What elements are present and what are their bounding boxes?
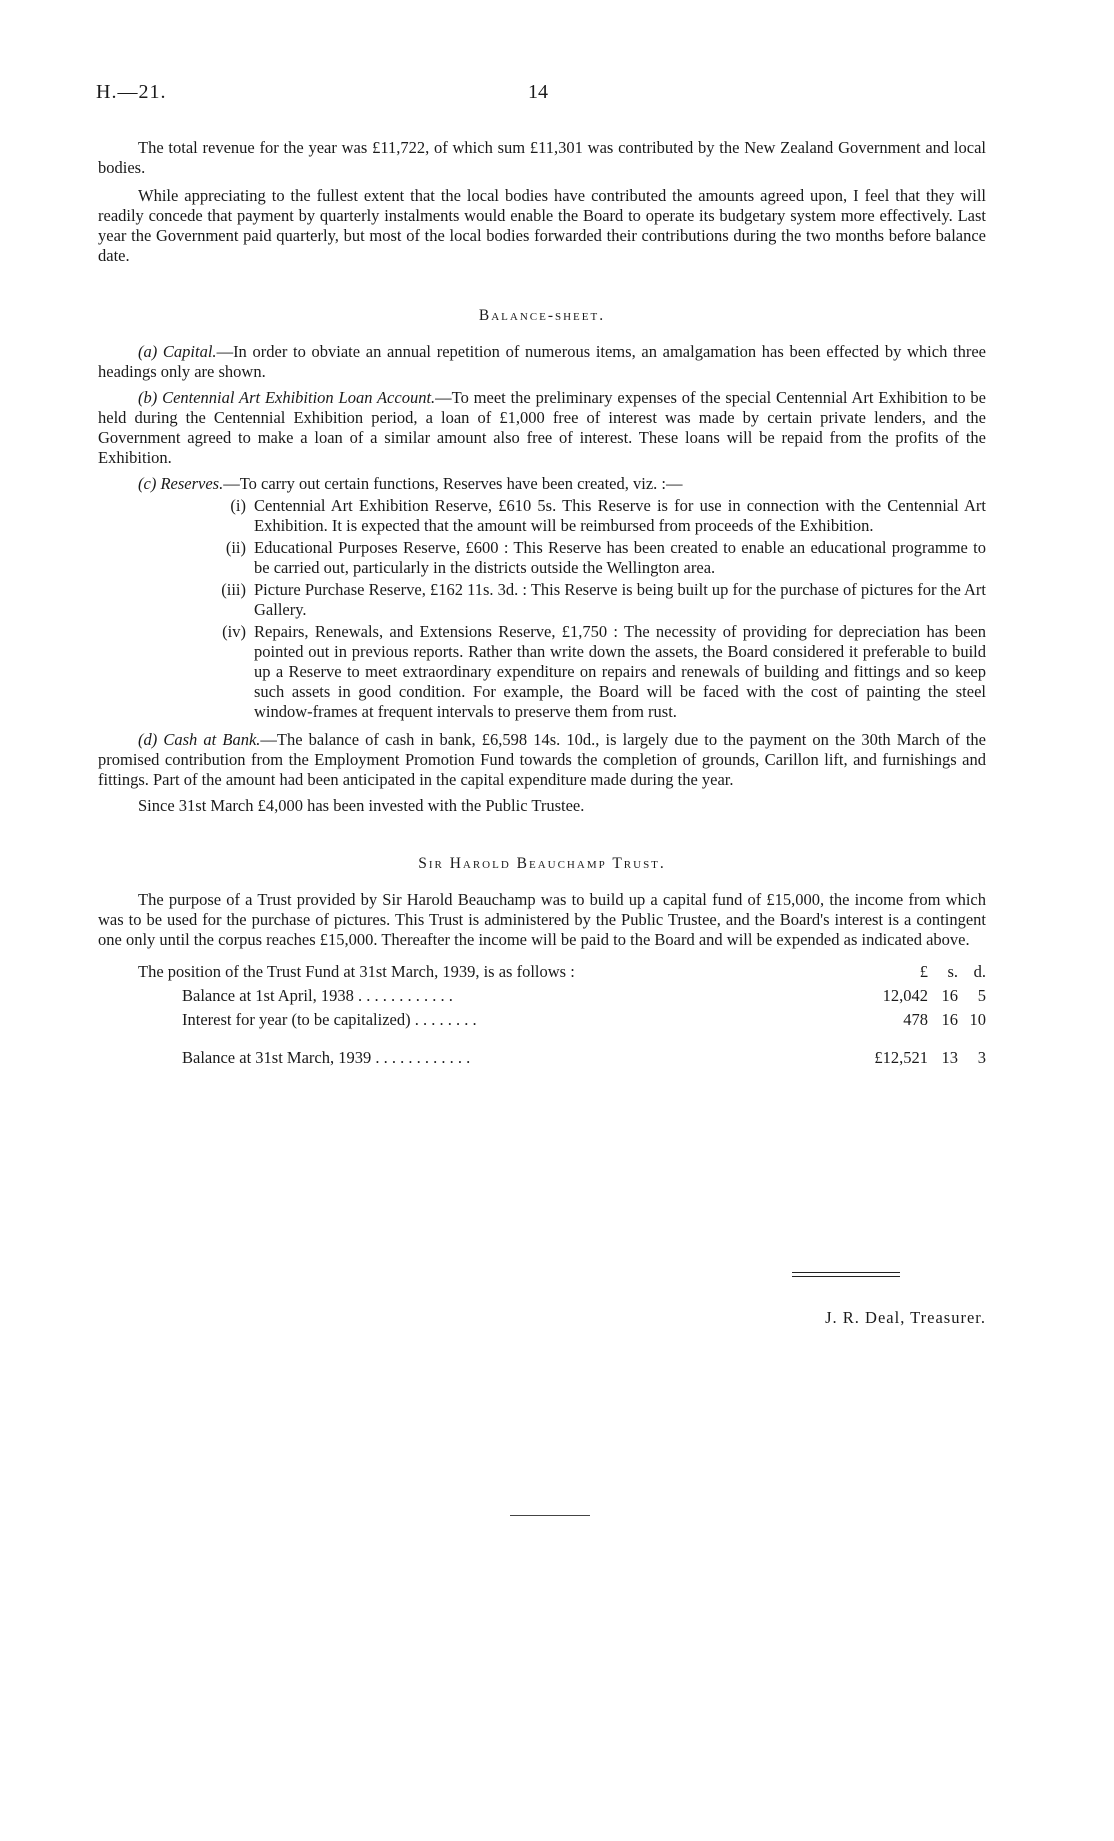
capital-paragraph (98, 342, 986, 382)
row-label: Balance at 1st April, 1938 . . . . . . . . . . . . (182, 986, 453, 1005)
table-row (98, 1010, 986, 1034)
trust-fund-intro: The position of the Trust Fund at 31st March, 1939, is as follows : (138, 962, 575, 981)
intro-paragraph-revenue: The total revenue for the year was £11,722, of which sum £11,301 was contributed by the New Zealand Government and local bodies. (98, 138, 986, 177)
list-item-text: Picture Purchase Reserve, £162 11s. 3d. : This Reserve is being built up for the purchase of pictures for the Art Gallery. (254, 580, 986, 619)
footer-rule (510, 1515, 590, 1516)
total-double-underline (792, 1276, 900, 1277)
capital-text: —In order to obviate an annual repetition of numerous items, an amalgamation has been effected by which three headings only are shown. (98, 342, 986, 381)
list-item (98, 622, 986, 722)
trust-heading-text: Sir Harold Beauchamp Trust. (418, 855, 666, 872)
intro-paragraph-instalments: While appreciating to the fullest extent that the local bodies have contributed the amounts agreed upon, I feel that they will readily concede that payment by quarterly instalments would enable the Board to operate its budgetary system more effectively. Last year the Government paid quarterly, but most of the local bodies forwarded their contributions during the two months before balance date. (98, 186, 986, 265)
row-pence: 5 (977, 986, 986, 1005)
total-pence: 3 (977, 1048, 986, 1067)
list-item (98, 496, 986, 536)
reserves-label: (c) Reserves. (138, 474, 224, 493)
total-underline (792, 1272, 900, 1273)
list-item-text: Repairs, Renewals, and Extensions Reserve, £1,750 : The necessity of providing for depreciation has been pointed out in previous reports. Rather than write down the assets, the Board considered it preferable to build up a Reserve to meet extraordinary expenditure on repairs and renewals of building and fittings and so keep such assets in good condition. For example, the Board will be faced with the cost of painting the steel window-frames at frequent intervals to preserve them from rust. (254, 622, 986, 721)
loan-account-text: —To meet the preliminary expenses of the special Centennial Art Exhibition to be held during the Centennial Exhibition period, a loan of £1,000 free of interest was made by certain private lenders, and the Government agreed to make a loan of a similar amount also free of interest. These loans will be repaid from the profits of the Exhibition. (98, 388, 986, 467)
list-item-number: (iv) (222, 622, 246, 641)
row-label: Interest for year (to be capitalized) . . . . . . . . (182, 1010, 477, 1029)
table-row (98, 986, 986, 1010)
row-pounds: 12,042 (882, 986, 928, 1005)
reserves-paragraph (98, 474, 986, 494)
trust-paragraph: The purpose of a Trust provided by Sir Harold Beauchamp was to build up a capital fund of £15,000, the income from which was to be used for the purchase of pictures. This Trust is administered by the Public Trustee, and the Board's interest is a contingent one only until the corpus reaches £15,000. Thereafter the income will be paid to the Board and will be expended as indicated above. (98, 890, 986, 949)
reserves-text: —To carry out certain functions, Reserves have been created, viz. :— (223, 474, 683, 493)
balance-sheet-heading-text: Balance-sheet. (478, 307, 606, 324)
trust-fund-statement (98, 962, 986, 1072)
shillings-column-header: s. (947, 962, 958, 981)
list-item (98, 580, 986, 620)
investment-paragraph: Since 31st March £4,000 has been invested with the Public Trustee. (138, 796, 585, 815)
treasurer-signature: J. R. Deal, Treasurer. (825, 1308, 986, 1327)
capital-label: (a) Capital. (138, 342, 217, 361)
total-row (98, 1048, 986, 1072)
document-body (98, 138, 986, 1072)
row-pounds: 478 (903, 1010, 928, 1029)
total-shillings: 13 (941, 1048, 958, 1067)
cash-at-bank-paragraph (98, 730, 986, 790)
list-item-text: Educational Purposes Reserve, £600 : This Reserve has been created to enable an educational programme to be carried out, particularly in the districts outside the Wellington area. (254, 538, 986, 577)
total-label: Balance at 31st March, 1939 . . . . . . . . . . . . (182, 1048, 471, 1067)
list-item (98, 538, 986, 578)
trust-heading (98, 854, 986, 874)
list-item-text: Centennial Art Exhibition Reserve, £610 5s. This Reserve is for use in connection with the Centennial Art Exhibition. It is expected that the amount will be reimbursed from proceeds of the Exhibition. (254, 496, 986, 535)
list-item-number: (iii) (221, 580, 246, 599)
cash-at-bank-label: (d) Cash at Bank. (138, 730, 261, 749)
trust-fund-intro-row (98, 962, 986, 986)
balance-sheet-heading (98, 306, 986, 326)
document-reference: H.—21. (96, 81, 167, 103)
list-item-number: (ii) (225, 538, 246, 557)
pounds-column-header: £ (919, 962, 928, 981)
reserves-list (98, 496, 986, 722)
loan-account-paragraph (98, 388, 986, 468)
total-pounds: £12,521 (874, 1048, 928, 1067)
list-item-number: (i) (230, 496, 246, 515)
row-pence: 10 (969, 1010, 986, 1029)
row-shillings: 16 (941, 986, 958, 1005)
row-shillings: 16 (941, 1010, 958, 1029)
pence-column-header: d. (973, 962, 986, 981)
loan-account-label: (b) Centennial Art Exhibition Loan Account. (138, 388, 436, 407)
page-number: 14 (528, 81, 548, 103)
cash-at-bank-text: —The balance of cash in bank, £6,598 14s. 10d., is largely due to the payment on the 30th March of the promised contribution from the Employment Promotion Fund towards the completion of grounds, Carillon lift, and furnishings and fittings. Part of the amount had been anticipated in the capital expenditure made during the year. (98, 730, 987, 789)
